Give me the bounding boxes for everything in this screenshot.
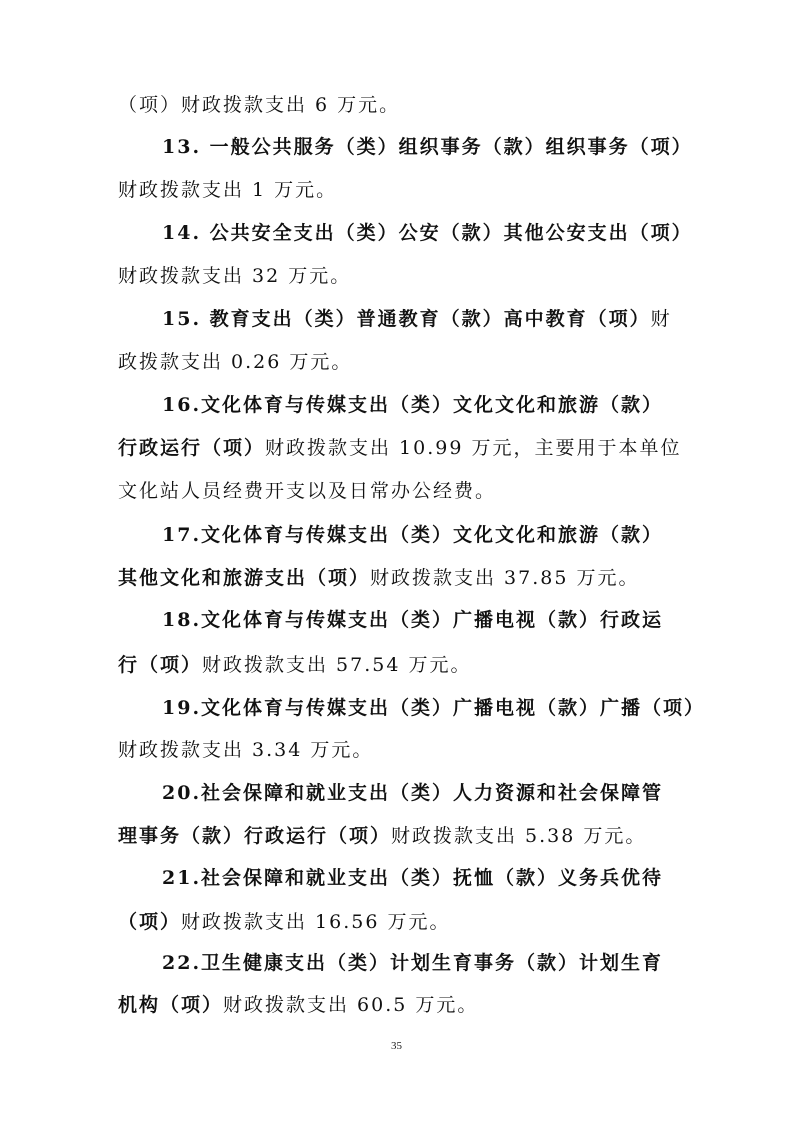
paragraph-5-line-1 xyxy=(162,392,722,418)
paragraph-10-line-2 xyxy=(118,909,678,935)
bold-text-run: 行政运行（项） xyxy=(118,437,266,459)
text-run: 财政拨款支出 1 万元。 xyxy=(118,179,338,201)
bold-text-run: 22.卫生健康支出（类）计划生育事务（款）计划生育 xyxy=(162,952,664,974)
paragraph-9-line-1 xyxy=(162,780,722,806)
text-run: （项）财政拨款支出 6 万元。 xyxy=(118,94,401,116)
paragraph-6-line-2 xyxy=(118,565,678,591)
paragraph-8-line-1 xyxy=(162,695,722,721)
paragraph-11-line-1 xyxy=(162,950,722,976)
text-run: 财政拨款支出 57.54 万元。 xyxy=(202,654,472,676)
text-run: 财政拨款支出 5.38 万元。 xyxy=(391,825,647,847)
text-run: 财政拨款支出 60.5 万元。 xyxy=(223,994,479,1016)
paragraph-9-line-2 xyxy=(118,823,678,849)
paragraph-5-line-3 xyxy=(118,478,678,504)
paragraph-4-line-1 xyxy=(162,306,722,332)
bold-text-run: 19.文化体育与传媒支出（类）广播电视（款）广播（项） xyxy=(162,697,706,719)
text-run: 财政拨款支出 37.85 万元。 xyxy=(370,567,640,589)
paragraph-3-line-2 xyxy=(118,263,678,289)
paragraph-2-line-1 xyxy=(162,134,722,160)
bold-text-run: 行（项） xyxy=(118,654,203,676)
text-run: 财 xyxy=(650,308,672,330)
text-run: 财政拨款支出 10.99 万元，主要用于本单位 xyxy=(265,437,682,459)
bold-text-run: 18.文化体育与传媒支出（类）广播电视（款）行政运 xyxy=(162,609,664,631)
bold-text-run: 13. 一般公共服务（类）组织事务（款）组织事务（项） xyxy=(162,136,693,158)
bold-text-run: 15. 教育支出（类）普通教育（款）高中教育（项） xyxy=(162,308,651,330)
paragraph-1-line-1 xyxy=(118,92,678,118)
paragraph-7-line-2 xyxy=(118,652,678,678)
page-number: 35 xyxy=(391,1040,402,1052)
paragraph-8-line-2 xyxy=(118,737,678,763)
paragraph-4-line-2 xyxy=(118,349,678,375)
text-run: 财政拨款支出 32 万元。 xyxy=(118,265,352,287)
bold-text-run: 20.社会保障和就业支出（类）人力资源和社会保障管 xyxy=(162,782,664,804)
bold-text-run: 14. 公共安全支出（类）公安（款）其他公安支出（项） xyxy=(162,222,693,244)
bold-text-run: 其他文化和旅游支出（项） xyxy=(118,567,371,589)
bold-text-run: 21.社会保障和就业支出（类）抚恤（款）义务兵优待 xyxy=(162,867,664,889)
paragraph-7-line-1 xyxy=(162,607,722,633)
bold-text-run: 机构（项） xyxy=(118,994,224,1016)
text-run: 文化站人员经费开支以及日常办公经费。 xyxy=(118,480,497,502)
text-run: 政拨款支出 0.26 万元。 xyxy=(118,351,353,373)
paragraph-11-line-2 xyxy=(118,992,678,1018)
bold-text-run: （项） xyxy=(118,911,182,933)
text-run: 财政拨款支出 3.34 万元。 xyxy=(118,739,374,761)
bold-text-run: 理事务（款）行政运行（项） xyxy=(118,825,392,847)
paragraph-3-line-1 xyxy=(162,220,722,246)
bold-text-run: 17.文化体育与传媒支出（类）文化文化和旅游（款） xyxy=(162,524,664,546)
text-run: 财政拨款支出 16.56 万元。 xyxy=(181,911,451,933)
paragraph-5-line-2 xyxy=(118,435,682,461)
paragraph-10-line-1 xyxy=(162,865,722,891)
paragraph-2-line-2 xyxy=(118,177,678,203)
bold-text-run: 16.文化体育与传媒支出（类）文化文化和旅游（款） xyxy=(162,394,664,416)
paragraph-6-line-1 xyxy=(162,522,722,548)
